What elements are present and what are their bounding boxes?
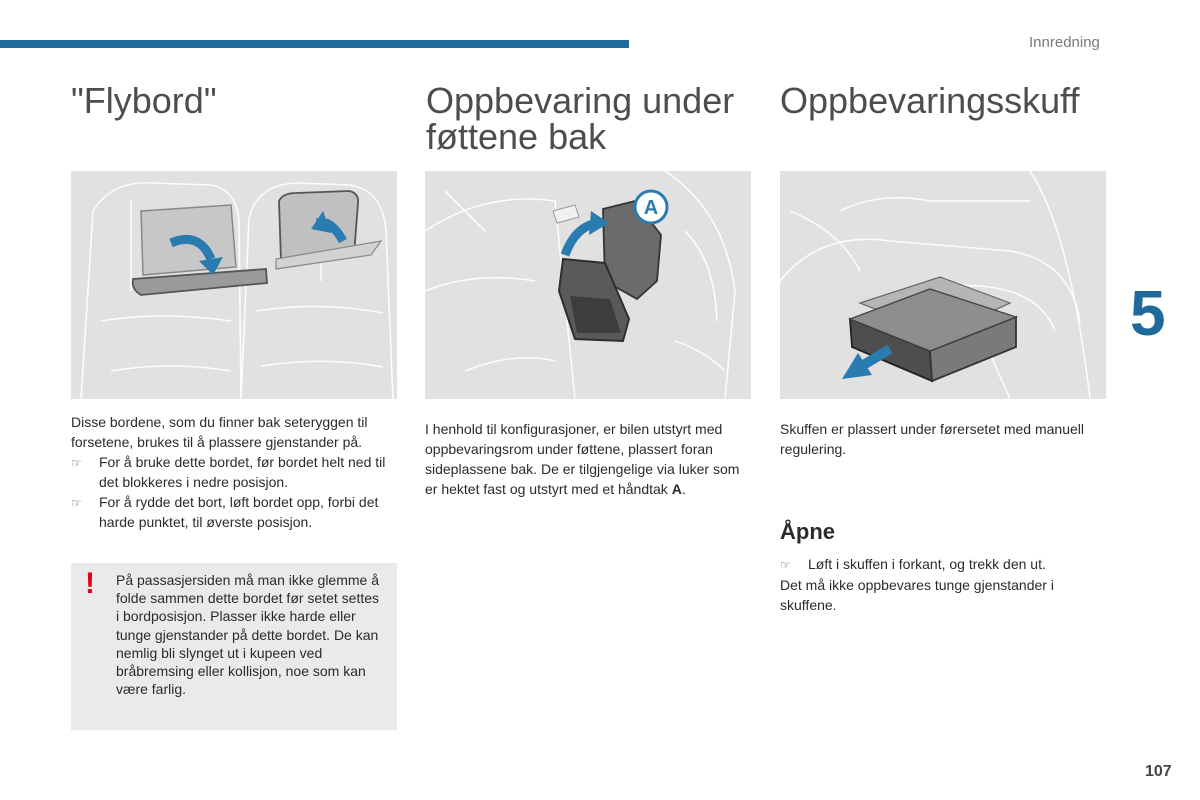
hand-pointer-icon: ☞: [71, 456, 82, 470]
flybord-bullet-2: For å rydde det bort, løft bordet opp, forbi det harde punktet, til øverste posisjon.: [99, 494, 379, 530]
list-item: [71, 452, 401, 492]
flybord-intro: Disse bordene, som du finner bak seteryggen til forsetene, brukes til å plassere gjenstander på.: [71, 414, 368, 450]
foot-storage-text: [425, 419, 747, 499]
drawer-title: Oppbevaringsskuff: [780, 80, 1080, 121]
list-item: [780, 554, 1090, 575]
drawer-note: Det må ikke oppbevares tunge gjenstander i skuffene.: [780, 577, 1054, 613]
foot-storage-illustration: [425, 171, 751, 399]
list-item: [71, 492, 401, 532]
drawer-illustration: [780, 171, 1106, 399]
drawer-instructions: [780, 554, 1090, 615]
foot-storage-title: [426, 80, 735, 157]
foot-storage-title-line-1: Oppbevaring under: [426, 80, 735, 121]
flybord-text: [71, 412, 401, 532]
drawer-drawing: [780, 171, 1106, 399]
flybord-drawing: [71, 171, 397, 399]
foot-storage-main: I henhold til konfigurasjoner, er bilen utstyrt med oppbevaringsrom under føttene, plassert foran sideplassene bak. De er tilgjengelige via luker som er hektet fast og utstyrt med et håndtak: [425, 421, 740, 497]
chapter-number: 5: [1130, 277, 1166, 349]
open-subheading: Åpne: [780, 519, 835, 544]
handle-reference: A: [671, 481, 682, 497]
warning-text: På passasjersiden må man ikke glemme å folde sammen dette bordet før setet settes i bordposisjon. Plasser ikke harde eller tunge gjenstander på dette bordet. De kan nemlig bli slynget ut i kupeen ved bråbremsing eller kollisjon, noe som kan være farlig.: [116, 572, 380, 698]
warning-box: [71, 563, 397, 730]
flybord-illustration: [71, 171, 397, 399]
header-accent-bar: [0, 40, 629, 48]
hand-pointer-icon: ☞: [780, 558, 791, 572]
callout-a-label: A: [643, 197, 659, 219]
foot-storage-drawing: [425, 171, 751, 399]
foot-storage-paragraph: [425, 419, 747, 499]
flybord-bullet-1: For å bruke dette bordet, før bordet helt ned til det blokkeres i nedre posisjon.: [99, 454, 386, 490]
section-header: Innredning: [1029, 34, 1100, 51]
page-number: 107: [1145, 763, 1172, 780]
drawer-bullet: Løft i skuffen i forkant, og trekk den ut.: [808, 556, 1046, 572]
flybord-title: "Flybord": [71, 80, 217, 121]
foot-storage-title-line-2: føttene bak: [426, 116, 607, 157]
exclamation-icon: !: [85, 567, 95, 600]
foot-storage-end: .: [681, 481, 686, 497]
drawer-intro: Skuffen er plassert under førersetet med manuell regulering.: [780, 421, 1085, 457]
hand-pointer-icon: ☞: [71, 496, 82, 510]
